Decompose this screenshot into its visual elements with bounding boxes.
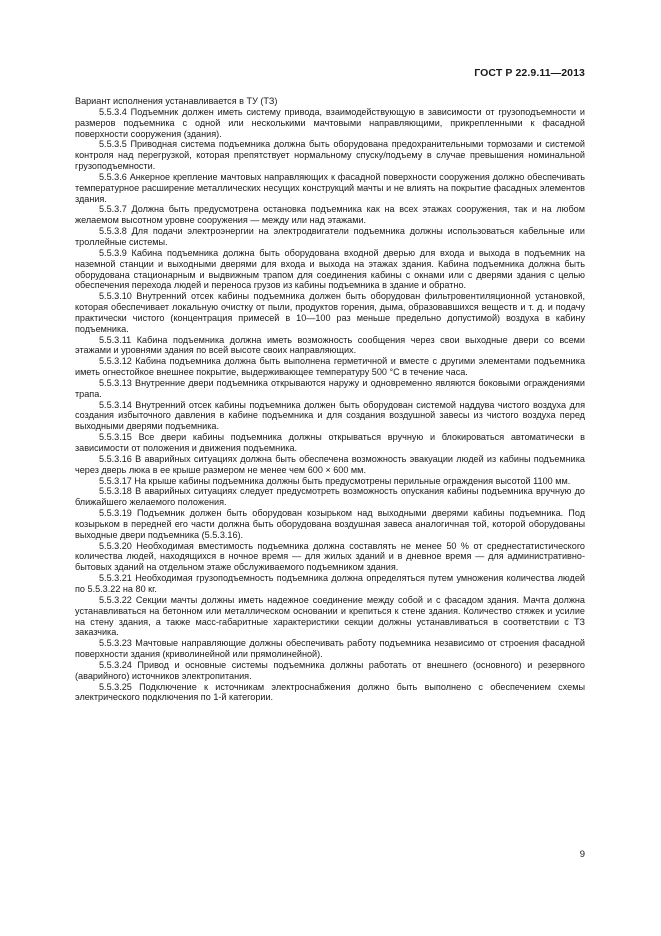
document-body [75, 96, 585, 703]
paragraph-5-5-3-15: 5.5.3.15 Все двери кабины подъемника должны открываться вручную и блокироваться автоматически в зависимости от положения и движения подъемника. [75, 432, 585, 453]
paragraph-5-5-3-12: 5.5.3.12 Кабина подъемника должна быть выполнена герметичной и вместе с другими элементами подъемника иметь огнестойкое внешнее покрытие, выдерживающее температуру 500 °С в течение часа. [75, 356, 585, 378]
paragraph-5-5-3-21: 5.5.3.21 Необходимая грузоподъемность подъемника должна определяться путем умножения количества людей по 5.5.3.22 на 80 кг. [75, 573, 585, 594]
paragraph-5-5-3-24: 5.5.3.24 Привод и основные системы подъемника должны работать от внешнего (основного) и резервного (аварийного) источников электропитания. [75, 659, 585, 681]
paragraph-5-5-3-11: 5.5.3.11 Кабина подъемника должна иметь возможность сообщения через свои выходные двери со всеми этажами и уровнями здания по всей высоте своих направляющих. [75, 334, 585, 356]
paragraph-5-5-3-16: 5.5.3.16 В аварийных ситуациях должна быть обеспечена возможность эвакуации людей из кабины подъемника через дверь люка в ее крыше размером не менее чем 600 × 600 мм. [75, 453, 585, 475]
paragraph-5-5-3-6: 5.5.3.6 Анкерное крепление мачтовых направляющих к фасадной поверхности сооружения должно обеспечивать температурное расширение металлических несущих конструкций мачты и не влиять на покрытие фасадных элементов здания. [75, 171, 585, 204]
paragraph-5-5-3-25: 5.5.3.25 Подключение к источникам электроснабжения должно быть выполнено с обеспечением схемы электрического подключения по 1-й категории. [75, 681, 585, 703]
paragraph-5-5-3-9: 5.5.3.9 Кабина подъемника должна быть оборудована входной дверью для входа и выхода в подъемник на наземной станции и выходными дверями для входа и выхода на этажах здания. Кабина подъемника должна быть оборудована стационарным и выдвижным трапом для соединения кабины с окнами или с дверями здания с целью обеспечения перехода людей и переноса грузов из кабины подъемника в здание и обратно. [75, 247, 585, 291]
paragraph-5-5-3-14: 5.5.3.14 Внутренний отсек кабины подъемника должен быть оборудован системой наддува чистого воздуха для создания избыточного давления в кабине подъемника и для создания воздушной завесы из чистого воздуха перед выходными дверями подъемника. [75, 399, 585, 432]
paragraph-5-5-3-20: 5.5.3.20 Необходимая вместимость подъемника должна составлять не менее 50 % от среднестатистического количества людей, находящихся в ночное время — для жилых зданий и в дневное время — для административно-бытовых зданий на отдельном этаже обслуживаемого подъемником здания. [75, 540, 585, 573]
paragraph-5-5-3-23: 5.5.3.23 Мачтовые направляющие должны обеспечивать работу подъемника независимо от строения фасадной поверхности здания (криволинейной или прямолинейной). [75, 638, 585, 660]
document-header: ГОСТ Р 22.9.11—2013 [474, 67, 585, 79]
paragraph-5-5-3-18: 5.5.3.18 В аварийных ситуациях следует предусмотреть возможность опускания кабины подъемника вручную до ближайшего желаемого положения. [75, 486, 585, 508]
paragraph-5-5-3-5: 5.5.3.5 Приводная система подъемника должна быть оборудована предохранительными тормозами и системой контроля над перегрузкой, которая препятствует нормальному спуску/подъему в случае превышения номинальной грузоподъемности. [75, 139, 585, 172]
page-number: 9 [579, 849, 585, 860]
paragraph-5-5-3-10: 5.5.3.10 Внутренний отсек кабины подъемника должен быть оборудован фильтровентиляционной установкой, которая обеспечивает локальную очистку от пыли, продуктов горения, дыма, образовавшихся веществ и т. д. и подачу практически чистого (концентрация примесей в 10—100 раз меньше предельно допустимой) воздуха в кабину подъемника. [75, 291, 585, 334]
paragraph-5-5-3-17: 5.5.3.17 На крыше кабины подъемника должны быть предусмотрены перильные ограждения высотой 1100 мм. [99, 475, 571, 486]
paragraph-5-5-3-13: 5.5.3.13 Внутренние двери подъемника открываются наружу и одновременно являются боковыми ограждениями трапа. [75, 377, 585, 399]
paragraph-5-5-3-22: 5.5.3.22 Секции мачты должны иметь надежное соединение между собой и с фасадом здания. Мачта должна устанавливаться на бетонном или металлическом основании и крепиться к стене здания. Количество стяжек и усилие на стену здания, а также масс-габаритные характеристики секции должны устанавливаться в соответствии с ТЗ заказчика. [75, 594, 585, 638]
paragraph-5-5-3-8: 5.5.3.8 Для подачи электроэнергии на электродвигатели подъемника должны использоваться кабельные или троллейные системы. [75, 226, 585, 247]
paragraph-5-5-3-19: 5.5.3.19 Подъемник должен быть оборудован козырьком над выходными дверями кабины подъемника. Под козырьком в передней его части должна быть оборудована воздушная завеса аналогичная той, которой оборудованы выходные двери подъемника (5.5.3.16). [75, 508, 585, 540]
paragraph-5-5-3-7: 5.5.3.7 Должна быть предусмотрена остановка подъемника как на всех этажах сооружения, так и на любом желаемом высотном уровне сооружения — между или над этажами. [75, 204, 585, 226]
paragraph-5-5-3-4: 5.5.3.4 Подъемник должен иметь систему привода, взаимодействующую в зависимости от грузоподъемности и размеров подъемника с одной или несколькими мачтовыми направляющими, прикрепленными к фасадной поверхности сооружения (здания). [75, 106, 585, 139]
paragraph-variant: Вариант исполнения устанавливается в ТУ (ТЗ) [75, 96, 278, 106]
